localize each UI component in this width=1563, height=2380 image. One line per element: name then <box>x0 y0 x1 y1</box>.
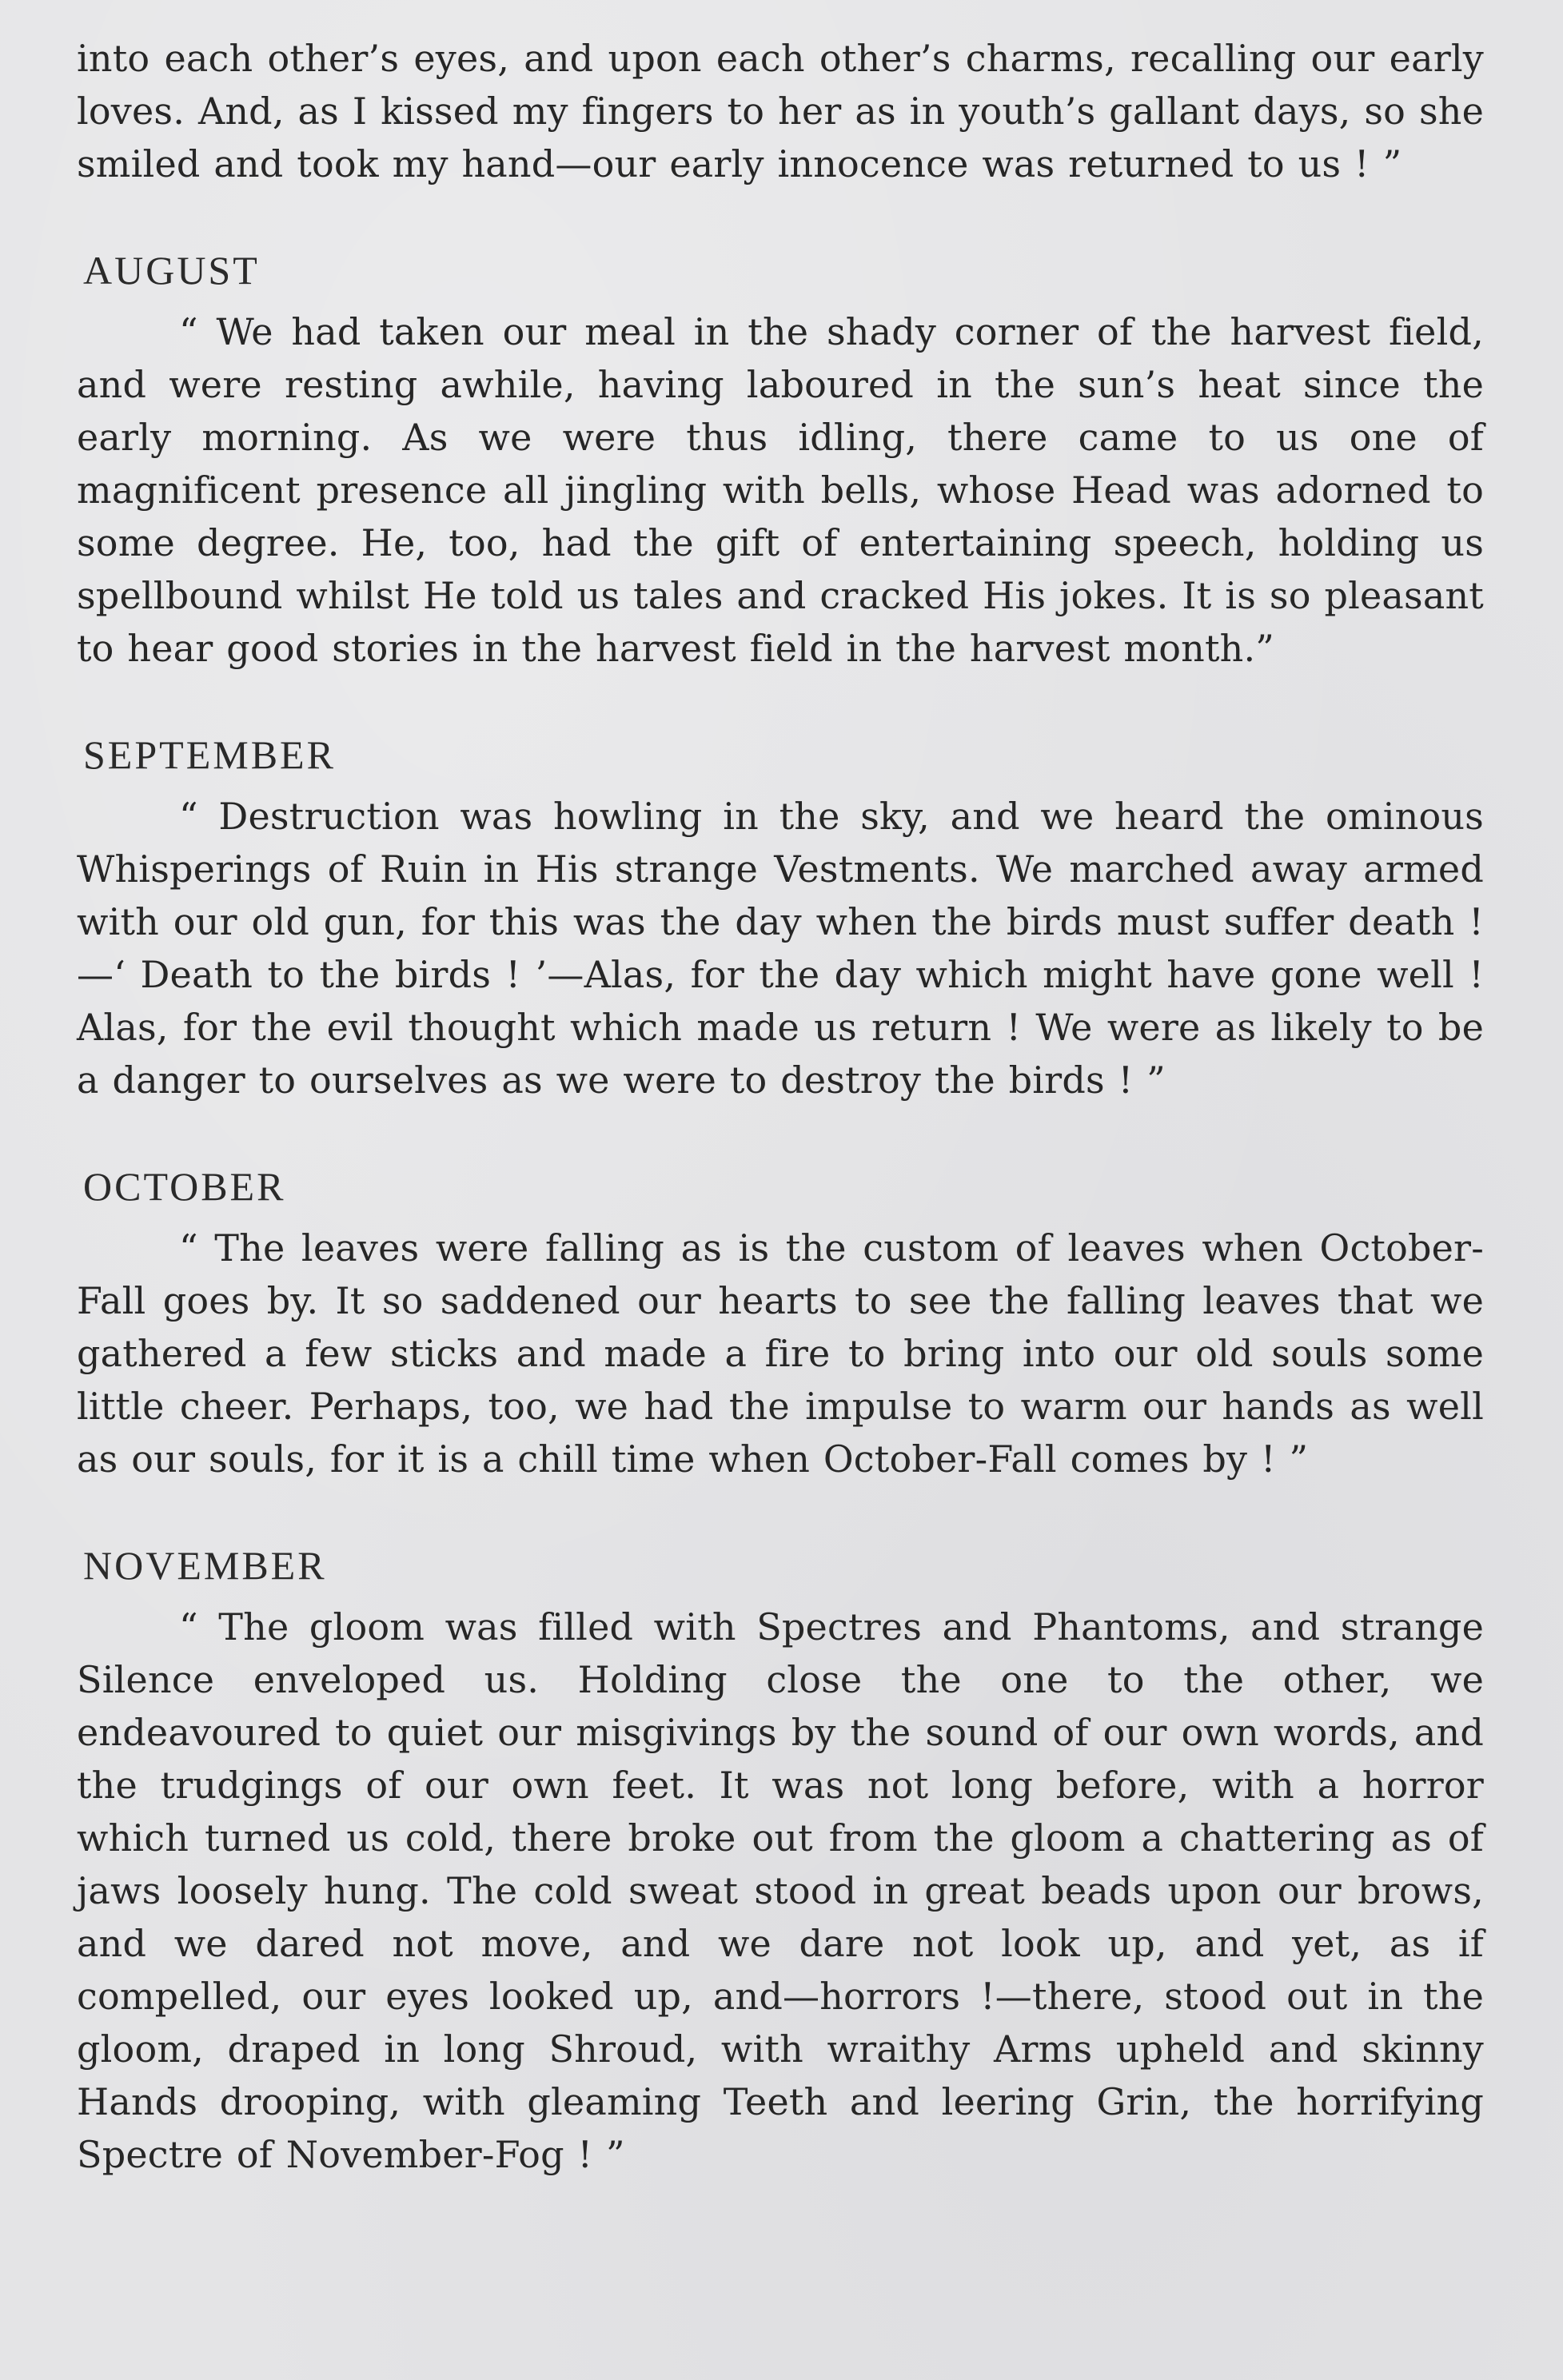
section-heading: AUGUST <box>83 248 260 293</box>
section-paragraph: “ Destruction was howling in the sky, and we heard the ominous Whisperings of Ruin in His strange Vestments. We marched away armed with our old gun, for this was the day when the birds must suffer death ! —‘ Death to the birds ! ’—Alas, for the day which might have gone well ! Alas, for the evil thought which made us return ! We were as likely to be a danger to ourselves as we were to destroy the birds ! ” <box>77 795 1484 1102</box>
section-heading: NOVEMBER <box>83 1543 327 1588</box>
section-paragraph: “ We had taken our meal in the shady corner of the harvest field, and were resting awhile, having laboured in the sun’s heat since the early morning. As we were thus idling, there came to us one of magnificent presence all jingling with bells, whose Head was adorned to some degree. He, too, had the gift of entertaining speech, holding us spellbound whilst He told us tales and cracked His jokes. It is so pleasant to hear good stories in the harvest field in the harvest month.” <box>77 310 1484 670</box>
intro-paragraph: into each other’s eyes, and upon each other’s charms, recalling our early loves. And, as I kissed my fingers to her as in youth’s gallant days, so she smiled and took my hand—our early innocence was returned to us ! ” <box>77 37 1484 185</box>
section-paragraph: “ The leaves were falling as is the custom of leaves when October-Fall goes by. It so saddened our hearts to see the falling leaves that we gathered a few sticks and made a fire to bring into our old souls some little cheer. Perhaps, too, we had the impulse to warm our hands as well as our souls, for it is a chill time when October-Fall comes by ! ” <box>77 1226 1484 1481</box>
book-page <box>77 32 1484 2181</box>
section-september <box>77 731 1484 1106</box>
section-paragraph: “ The gloom was filled with Spectres and Phantoms, and strange Silence enveloped us. Holding close the one to the other, we endeavoured to quiet our misgivings by the sound of our own words, and the trudgings of our own feet. It was not long before, with a horror which turned us cold, there broke out from the gloom a chattering as of jaws loosely hung. The cold sweat stood in great beads upon our brows, and we dared not move, and we dare not look up, and yet, as if compelled, our eyes looked up, and—horrors !—there, stood out in the gloom, draped in long Shroud, with wraithy Arms upheld and skinny Hands drooping, with gleaming Teeth and leering Grin, the horrifying Spectre of November-Fog ! ” <box>77 1605 1484 2176</box>
section-heading: OCTOBER <box>83 1164 286 1209</box>
section-october <box>77 1162 1484 1485</box>
section-august <box>77 246 1484 675</box>
section-heading: SEPTEMBER <box>83 732 336 777</box>
section-november <box>77 1541 1484 2181</box>
